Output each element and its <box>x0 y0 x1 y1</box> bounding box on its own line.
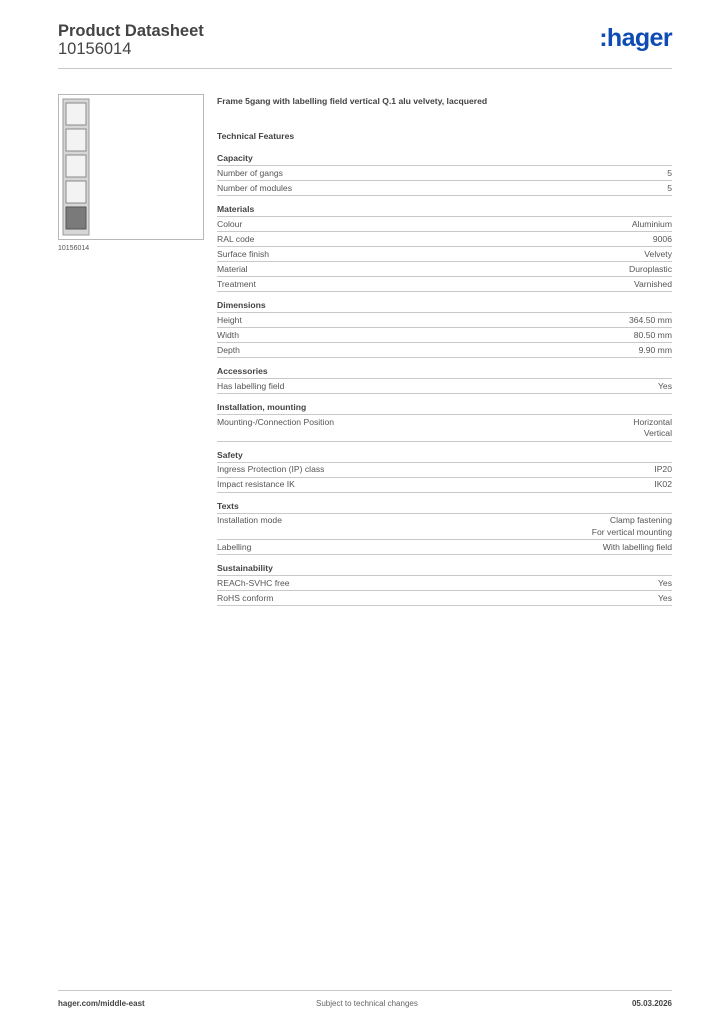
spec-value-line: Yes <box>657 380 672 391</box>
spec-row <box>217 343 672 358</box>
spec-value-line: Aluminium <box>631 218 672 229</box>
technical-features-heading: Technical Features <box>217 131 295 141</box>
spec-value <box>633 417 672 440</box>
spec-value <box>653 234 672 246</box>
section-capacity <box>217 153 672 196</box>
datasheet-content <box>217 96 672 614</box>
spec-value-line: For vertical mounting <box>591 526 672 537</box>
spec-value-line: Yes <box>657 592 672 603</box>
spec-row <box>217 591 672 606</box>
spec-value-line: Clamp fastening <box>609 515 672 525</box>
spec-value <box>667 168 672 180</box>
feature-sections <box>217 153 672 606</box>
spec-label: Material <box>217 263 248 274</box>
spec-label: Installation mode <box>217 515 282 525</box>
spec-value-line: Varnished <box>633 278 672 289</box>
spec-value <box>634 279 672 291</box>
section-accessories <box>217 366 672 394</box>
spec-row <box>217 232 672 247</box>
section-safety <box>217 450 672 493</box>
spec-value-line: Duroplastic <box>629 263 672 274</box>
spec-value <box>634 330 672 342</box>
spec-label: RoHS conform <box>217 592 274 603</box>
spec-value <box>658 578 672 590</box>
document-number: 10156014 <box>58 40 132 58</box>
spec-label: REACh-SVHC free <box>217 577 290 588</box>
section-title: Sustainability <box>217 563 672 576</box>
spec-label: Treatment <box>217 278 256 289</box>
section-sustainability <box>217 563 672 606</box>
spec-value-line: 80.50 mm <box>633 329 672 340</box>
spec-row <box>217 166 672 181</box>
spec-row <box>217 478 672 493</box>
spec-label: Labelling <box>217 541 252 552</box>
section-title: Dimensions <box>217 300 672 313</box>
spec-value-line: Vertical <box>643 428 672 438</box>
spec-value-line: IK02 <box>654 479 672 489</box>
spec-row <box>217 415 672 442</box>
spec-row <box>217 540 672 555</box>
product-description: Frame 5gang with labelling field vertical Q.1 alu velvety, lacquered <box>217 96 488 106</box>
hager-logo: :hager <box>599 24 672 52</box>
section-texts <box>217 501 672 556</box>
section-title: Safety <box>217 450 672 463</box>
spec-value <box>654 464 672 476</box>
spec-label: Number of modules <box>217 182 292 193</box>
spec-label: Surface finish <box>217 248 270 259</box>
header-divider <box>58 68 672 69</box>
spec-row <box>217 247 672 262</box>
footer-website: hager.com/middle-east <box>58 999 145 1008</box>
spec-label: RAL code <box>217 233 255 244</box>
frame-5gang-illustration <box>59 95 203 239</box>
section-materials <box>217 204 672 292</box>
spec-row <box>217 379 672 394</box>
spec-value-line: 364.50 mm <box>629 314 672 325</box>
footer-note: Subject to technical changes <box>316 999 418 1008</box>
spec-label: Ingress Protection (IP) class <box>217 464 325 474</box>
spec-row <box>217 576 672 591</box>
spec-row <box>217 217 672 232</box>
section-title: Installation, mounting <box>217 402 672 415</box>
spec-row <box>217 262 672 277</box>
spec-label: Impact resistance IK <box>217 479 295 489</box>
spec-value <box>667 183 672 195</box>
section-title: Materials <box>217 204 672 217</box>
spec-label: Width <box>217 329 239 340</box>
section-title: Texts <box>217 501 672 514</box>
section-title: Accessories <box>217 366 672 379</box>
spec-value <box>644 249 672 261</box>
spec-value-line: 5 <box>667 167 672 178</box>
spec-value-line: With labelling field <box>602 541 672 552</box>
spec-value <box>654 479 672 491</box>
spec-value <box>658 593 672 605</box>
spec-value <box>639 345 672 357</box>
document-title: Product Datasheet <box>58 22 204 40</box>
footer-divider <box>58 990 672 991</box>
footer-date: 05.03.2026 <box>631 999 672 1008</box>
product-image <box>58 94 204 240</box>
spec-value <box>629 315 672 327</box>
spec-value <box>658 381 672 393</box>
spec-row <box>217 181 672 196</box>
page-header <box>58 20 672 70</box>
spec-row <box>217 514 672 541</box>
spec-value-line: 5 <box>667 182 672 193</box>
spec-value-line: IP20 <box>654 464 672 474</box>
spec-value-line: 9006 <box>652 233 672 244</box>
section-installation-mounting <box>217 402 672 442</box>
spec-value-line: 9.90 mm <box>638 344 672 355</box>
spec-value <box>632 219 672 231</box>
spec-value <box>592 515 672 538</box>
spec-label: Depth <box>217 344 240 355</box>
spec-row <box>217 277 672 292</box>
spec-row <box>217 463 672 478</box>
spec-label: Mounting-/Connection Position <box>217 416 335 427</box>
spec-row <box>217 328 672 343</box>
image-caption: 10156014 <box>58 245 90 252</box>
spec-label: Height <box>217 314 242 325</box>
spec-value <box>629 264 672 276</box>
spec-label: Number of gangs <box>217 167 283 178</box>
section-dimensions <box>217 300 672 358</box>
section-title: Capacity <box>217 153 672 166</box>
spec-label: Has labelling field <box>217 380 285 391</box>
spec-label: Colour <box>217 218 243 229</box>
spec-value-line: Horizontal <box>633 416 672 427</box>
spec-value <box>603 542 672 554</box>
spec-value-line: Yes <box>657 577 672 588</box>
spec-value-line: Velvety <box>644 248 672 259</box>
spec-row <box>217 313 672 328</box>
